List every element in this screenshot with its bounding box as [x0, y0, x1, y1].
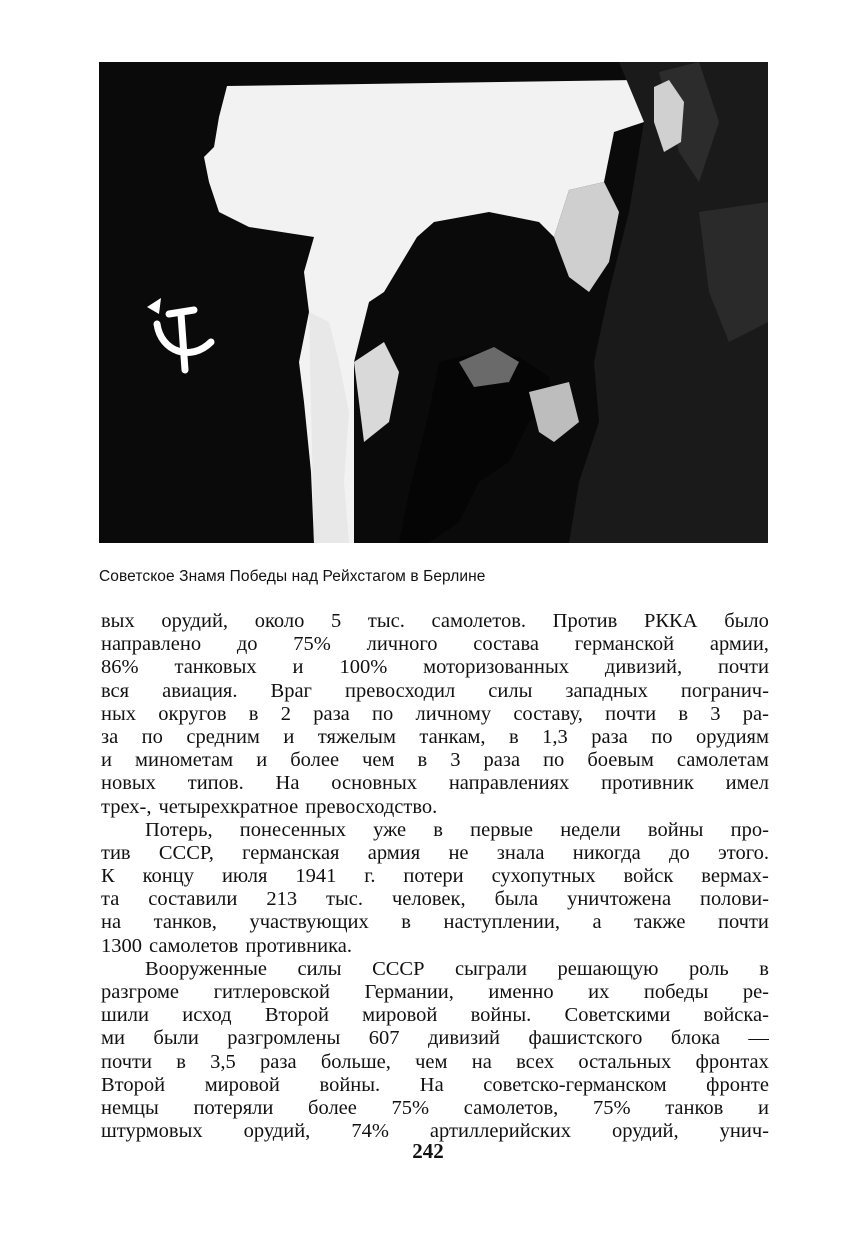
text-line: Потерь, понесенных уже в первые недели войны про- [145, 818, 769, 841]
text-line: вся авиация. Враг превосходил силы западных погранич- [101, 679, 769, 702]
text-line: и минометам и более чем в 3 раза по боевым самолетам [101, 749, 769, 772]
reichstag-flag-photo [99, 62, 768, 543]
photo-drawing [99, 62, 768, 543]
text-line: ных округов в 2 раза по личному составу, почти в 3 ра- [101, 702, 769, 725]
text-line: ми были разгромлены 607 дивизий фашистского блока — [101, 1027, 769, 1050]
paragraph [101, 610, 769, 819]
text-line: разгроме гитлеровской Германии, именно их победы ре- [101, 981, 769, 1003]
paragraph [101, 819, 769, 958]
text-line: вых орудий, около 5 тыс. самолетов. Против РККА было [101, 610, 769, 632]
photo-caption: Советское Знамя Победы над Рейхстагом в Берлине [99, 568, 486, 585]
body-text [101, 610, 769, 1143]
text-line: новых типов. На основных направлениях противник имел [101, 772, 769, 795]
text-line: за по средним и тяжелым танкам, в 1,3 раза по орудиям [101, 725, 769, 748]
text-line: 1300 самолетов противника. [101, 934, 352, 957]
text-line: тив СССР, германская армия не знала никогда до этого. [101, 841, 769, 864]
text-line: на танков, участвующих в наступлении, а также почти [101, 911, 769, 934]
text-line: 86% танковых и 100% моторизованных дивизий, почти [101, 656, 769, 679]
text-line: штурмовых орудий, 74% артиллерийских орудий, унич- [101, 1120, 769, 1143]
text-line: трех-, четырехкратное превосходство. [101, 795, 438, 818]
text-line: та составили 213 тыс. человек, была уничтожена полови- [101, 888, 769, 911]
text-line: направлено до 75% личного состава германской армии, [101, 633, 769, 656]
text-line: Вооруженные силы СССР сыграли решающую роль в [145, 957, 769, 980]
paragraph [101, 958, 769, 1144]
text-line: немцы потеряли более 75% самолетов, 75% танков и [101, 1096, 769, 1119]
text-line: К концу июля 1941 г. потери сухопутных войск вермах- [101, 865, 769, 888]
page-number: 242 [412, 1139, 444, 1163]
text-line: почти в 3,5 раза больше, чем на всех остальных фронтах [101, 1050, 769, 1073]
text-line: Второй мировой войны. На советско-германском фронте [101, 1073, 769, 1096]
text-line: шили исход Второй мировой войны. Советскими войска- [101, 1004, 769, 1027]
